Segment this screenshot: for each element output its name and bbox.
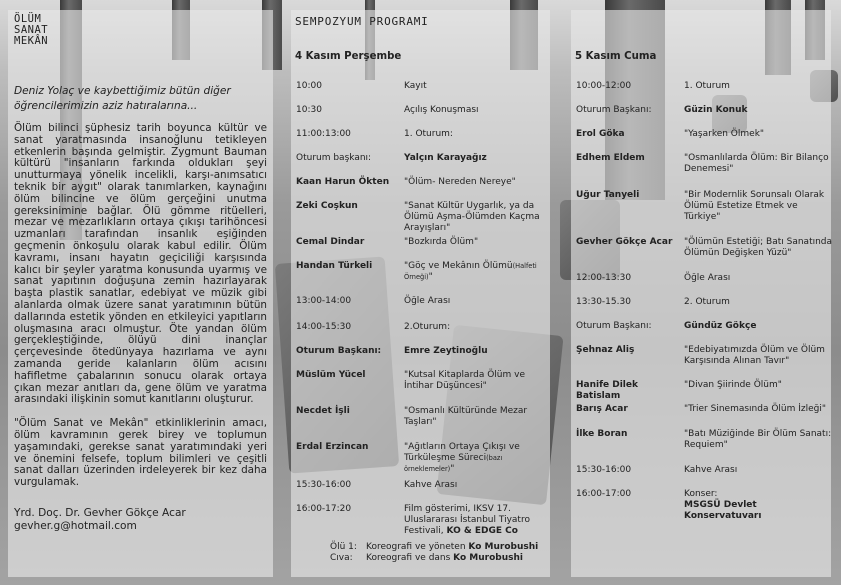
- event-text: "Yaşarken Ölmek": [684, 129, 765, 139]
- performer-label: Ölü 1:: [330, 542, 357, 552]
- event-text: Kahve Arası: [404, 480, 458, 490]
- schedule-event: [684, 190, 834, 223]
- schedule-time-or-speaker: Necdet İşli: [296, 406, 350, 416]
- schedule-time-or-speaker: 12:00-13:30: [576, 273, 632, 283]
- event-text: "Edebiyatımızda Ölüm ve Ölüm Karşısında Alınan Tavır": [684, 345, 825, 366]
- schedule-time-or-speaker: Müslüm Yücel: [296, 370, 366, 380]
- schedule-event: [404, 296, 554, 307]
- performer-label: Cıva:: [330, 553, 353, 563]
- schedule-event: [684, 129, 834, 140]
- event-subtext: MSGSÜ Devlet Konservatuvarı: [684, 500, 762, 521]
- schedule-time-or-speaker: Kaan Harun Ökten: [296, 177, 390, 187]
- schedule-event: [684, 489, 834, 522]
- event-text: 2.Oturum:: [404, 322, 451, 332]
- schedule-event: [404, 442, 554, 475]
- performer-name: Ko Murobushi: [468, 542, 539, 552]
- schedule-time-or-speaker: 16:00-17:00: [576, 489, 632, 499]
- schedule-time-or-speaker: Uğur Tanyeli: [576, 190, 640, 200]
- event-text: "Divan Şiirinde Ölüm": [684, 380, 782, 390]
- schedule-event: [684, 429, 834, 451]
- event-text: Açılış Konuşması: [404, 105, 479, 115]
- schedule-event: [404, 504, 554, 537]
- schedule-event: [684, 153, 834, 175]
- event-text: Emre Zeytinoğlu: [404, 346, 488, 356]
- event-text-end: ": [450, 464, 455, 474]
- dedication: Deniz Yolaç ve kaybettiğimiz bütün diğer öğrencilerimizin aziz hatıralarına...: [14, 85, 231, 112]
- schedule-time-or-speaker: Hanife Dilek Batislam: [576, 380, 638, 401]
- schedule-time-or-speaker: İlke Boran: [576, 429, 628, 439]
- event-text: "Ağıtların Ortaya Çıkışı ve Türküleşme Süreci: [404, 442, 520, 463]
- signature: [14, 507, 186, 533]
- schedule-time-or-speaker: Barış Acar: [576, 404, 628, 414]
- schedule-event: [404, 201, 554, 234]
- event-text: Güzin Konuk: [684, 105, 748, 115]
- schedule-time-or-speaker: 16:00-17:20: [296, 504, 352, 514]
- performers: [330, 542, 538, 564]
- day2-heading: 5 Kasım Cuma: [575, 51, 657, 62]
- schedule-event: [404, 81, 554, 92]
- schedule-event: [684, 297, 834, 308]
- schedule-event: [404, 480, 554, 491]
- event-text: "Ölüm- Nereden Nereye": [404, 177, 516, 187]
- event-subtext: (Halfeti Örneği): [404, 262, 537, 281]
- schedule-time-or-speaker: 10:30: [296, 105, 322, 115]
- schedule-time-or-speaker: 11:00:13:00: [296, 129, 351, 139]
- schedule-time-or-speaker: 13:00-14:00: [296, 296, 352, 306]
- schedule-event: [684, 273, 834, 284]
- schedule-event: [404, 406, 554, 428]
- schedule-event: [684, 345, 834, 367]
- event-text: "Bozkırda Ölüm": [404, 237, 479, 247]
- schedule-time-or-speaker: 15:30-16:00: [296, 480, 352, 490]
- schedule-time-or-speaker: Şehnaz Aliş: [576, 345, 635, 355]
- schedule-time-or-speaker: Oturum Başkanı:: [576, 321, 652, 331]
- schedule-time-or-speaker: Gevher Gökçe Acar: [576, 237, 673, 247]
- schedule-event: [404, 153, 554, 164]
- logo-line: SANAT: [14, 24, 49, 36]
- event-text: "Osmanlı Kültüründe Mezar Taşları": [404, 406, 528, 427]
- intro-text: [14, 123, 267, 501]
- performer-line: [330, 542, 538, 553]
- event-text: "Göç ve Mekânın Ölümü: [404, 261, 513, 271]
- intro-paragraph: Ölüm bilinci şüphesiz tarih boyunca kültür ve sanat yaratmasında insanoğlunu tetikleyen etkenlerin başında gelmiştir. Zygmunt Bauman kültürü "insanların farkında oldukları şeyi unutturmaya yönelik incelikli, karşı-anımsatıcı teknik bir aygıt" olarak tanımlarken, kaynağını ölüm bilincine ve ölüm gerçeğini unutma gereksinimine bağlar. Ölü gömme ritüelleri, mezar ve mezarlıkların ortaya çıkışı tarihöncesi uzmanları tarafından insanlık eşiğinden geçmenin önkoşulu olarak kabul edilir. Ölüm kavramı, insanı hayatın geçiciliği karşısında kalıcı bir şeyler yaratma konusunda uyarmış ve sanat yapıtının doğuşuna zemin hazırlayarak başta plastik sanatlar, edebiyat ve müzik gibi alanlarda olmak üzere sanat yaratımının bütün dallarında estetik yönden en etkileyici yapıtların oluşmasına aracı olmuştur. Öte yandan ölüm gerçekleştiğinde, ölüyü dini inançlar çerçevesinde ötedünyaya hazırlama ve aynı zamanda geride kalanların ölüm acısını hafifletme çabalarının sonucu olarak ortaya çıkan mezar anıtları da, gene ölüm ve yaratma arasındaki ilişkinin somut kanıtlarını oluşturur.: [14, 122, 267, 406]
- schedule-event: [684, 81, 834, 92]
- schedule-event: [684, 404, 834, 415]
- event-text: "Kutsal Kitaplarda Ölüm ve İntihar Düşüncesi": [404, 370, 525, 391]
- schedule-time-or-speaker: Cemal Dindar: [296, 237, 365, 247]
- schedule-event: [684, 105, 834, 116]
- schedule-time-or-speaker: 14:00-15:30: [296, 322, 352, 332]
- event-text: "Osmanlılarda Ölüm: Bir Bilanço Denemesi": [684, 153, 829, 174]
- logo-line: MEKÂN: [14, 35, 49, 47]
- event-text: "Trier Sinemasında Ölüm İzleği": [684, 404, 827, 414]
- event-text: Kayıt: [404, 81, 427, 91]
- logo-line: ÖLÜM: [14, 13, 42, 25]
- event-text-end: ": [428, 272, 433, 282]
- schedule-event: [404, 105, 554, 116]
- schedule-time-or-speaker: 13:30-15.30: [576, 297, 631, 307]
- event-text: 1. Oturum:: [404, 129, 453, 139]
- day1-panel: [291, 10, 550, 577]
- schedule-event: [684, 380, 834, 391]
- event-text: "Batı Müziğinde Bir Ölüm Sanatı: Requiem": [684, 429, 832, 450]
- schedule-event: [684, 321, 834, 332]
- schedule-event: [404, 261, 554, 283]
- schedule-event: [404, 237, 554, 248]
- schedule-time-or-speaker: Oturum Başkanı:: [296, 346, 382, 356]
- event-text: Film gösterimi, IKSV 17. Uluslararası İstanbul Tiyatro Festivali, KO & EDGE Co: [404, 504, 530, 536]
- schedule-time-or-speaker: Handan Türkeli: [296, 261, 373, 271]
- author-name: Yrd. Doç. Dr. Gevher Gökçe Acar: [14, 507, 186, 519]
- schedule-time-or-speaker: 10:00: [296, 81, 322, 91]
- event-text: Kahve Arası: [684, 465, 738, 475]
- event-text: Yalçın Karayağız: [404, 153, 487, 163]
- program-title: SEMPOZYUM PROGRAMI: [295, 15, 429, 28]
- performer-line: [330, 553, 538, 564]
- performer-name: Ko Murobushi: [453, 553, 523, 563]
- event-text: 1. Oturum: [684, 81, 730, 91]
- schedule-time-or-speaker: 15:30-16:00: [576, 465, 632, 475]
- day1-heading: 4 Kasım Perşembe: [295, 51, 402, 62]
- schedule-event: [684, 465, 834, 476]
- schedule-event: [404, 177, 554, 188]
- event-text: Öğle Arası: [404, 296, 451, 306]
- schedule-event: [404, 129, 554, 140]
- event-logo: [14, 14, 48, 47]
- schedule-time-or-speaker: 10:00-12:00: [576, 81, 632, 91]
- event-text: Gündüz Gökçe: [684, 321, 757, 331]
- event-text: Konser:: [684, 489, 718, 499]
- schedule-time-or-speaker: Erdal Erzincan: [296, 442, 369, 452]
- event-text: "Bir Modernlik Sorunsalı Olarak Ölümü Estetize Etmek ve Türkiye": [684, 190, 825, 222]
- event-text: "Ölümün Estetiği; Batı Sanatında Ölümün Değişken Yüzü": [684, 237, 833, 258]
- schedule-time-or-speaker: Oturum başkanı:: [296, 153, 372, 163]
- aim-paragraph: "Ölüm Sanat ve Mekân" etkinliklerinin amacı, ölüm kavramının gerek birey ve toplumun yaşamındaki, gerekse sanat yaratımındaki yeri ve önemini felsefe, toplum bilimleri ve çeşitli sanat dalları üzerinden irdeleyerek bir kez daha vurgulamak.: [14, 417, 267, 489]
- schedule-time-or-speaker: Zeki Coşkun: [296, 201, 358, 211]
- schedule-event: [404, 370, 554, 392]
- schedule-event: [404, 322, 554, 333]
- schedule-event: [404, 346, 554, 357]
- event-text: Öğle Arası: [684, 273, 731, 283]
- performer-text: Koreografi ve yöneten: [366, 542, 469, 552]
- event-text: "Sanat Kültür Uygarlık, ya da Ölümü Aşma-Ölümden Kaçma Arayışları": [404, 201, 540, 233]
- schedule-event: [684, 237, 834, 259]
- schedule-time-or-speaker: Oturum Başkanı:: [576, 105, 652, 115]
- event-subtext: (bazı örneklemeler): [404, 454, 503, 473]
- schedule-time-or-speaker: Erol Göka: [576, 129, 625, 139]
- schedule-time-or-speaker: Edhem Eldem: [576, 153, 645, 163]
- event-text: 2. Oturum: [684, 297, 730, 307]
- author-email[interactable]: gevher.g@hotmail.com: [14, 520, 137, 532]
- performer-text: Koreografi ve dans: [366, 553, 454, 563]
